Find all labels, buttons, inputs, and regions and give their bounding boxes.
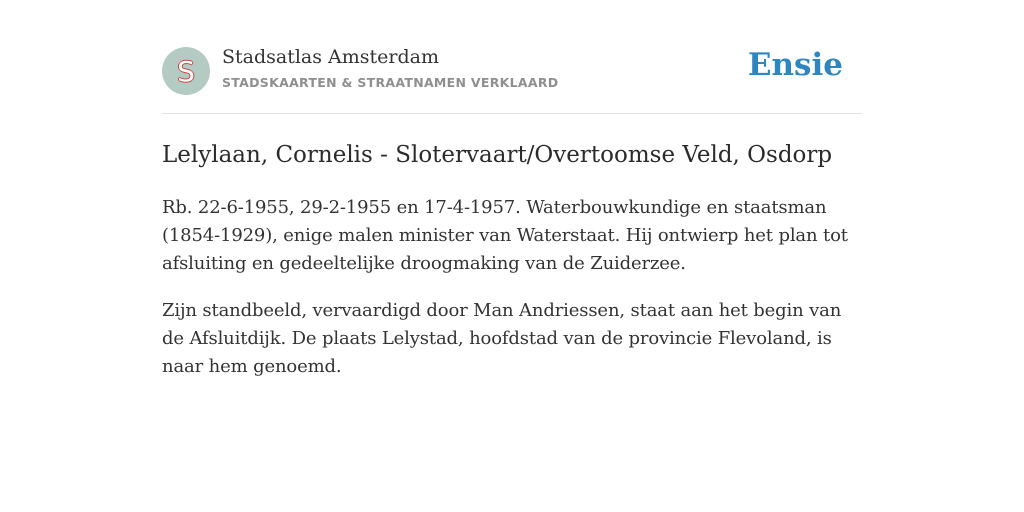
article-paragraph: Rb. 22-6-1955, 29-2-1955 en 17-4-1957. Waterbouwkundige en staatsman (1854-1929), enige malen minister van Waterstaat. Hij ontwierp het plan tot afsluiting en gedeeltelijke droogmaking van de Zuiderzee.: [162, 197, 848, 274]
header: [162, 0, 862, 114]
site-title[interactable]: Stadsatlas Amsterdam: [222, 46, 440, 68]
avatar-letter: S: [177, 54, 195, 88]
ensie-logo[interactable]: Ensie: [747, 47, 843, 83]
article-paragraph: Zijn standbeeld, vervaardigd door Man Andriessen, staat aan het begin van de Afsluitdijk. De plaats Lelystad, hoofdstad van de provincie Flevoland, is naar hem genoemd.: [162, 300, 842, 377]
article-title: Lelylaan, Cornelis - Slotervaart/Overtoomse Veld, Osdorp: [162, 142, 833, 168]
page-container: [162, 0, 862, 381]
site-subtitle: STADSKAARTEN & STRAATNAMEN VERKLAARD: [222, 75, 559, 90]
avatar[interactable]: [162, 47, 210, 95]
